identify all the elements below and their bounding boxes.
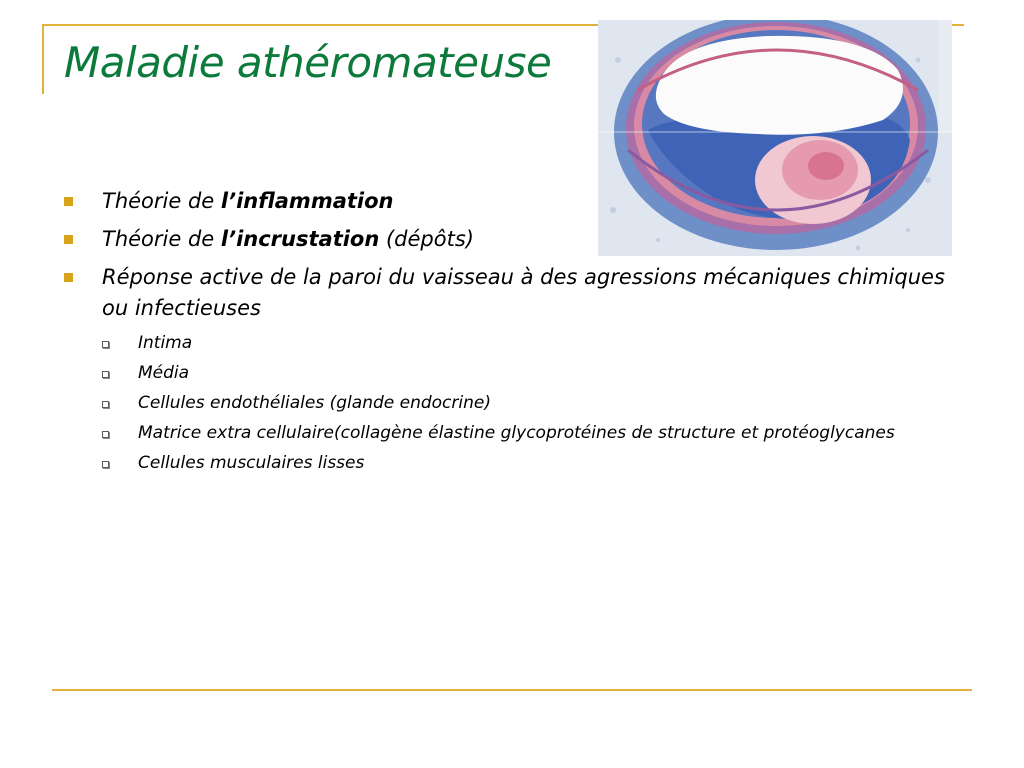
hollow-square-bullet-icon: [102, 341, 109, 348]
sub-bullet-item: [102, 331, 898, 356]
square-bullet-icon: [64, 197, 73, 206]
bullet-item: [64, 186, 962, 217]
bullet-text: Théorie de: [102, 189, 221, 213]
frame-top-right-rule: [950, 24, 964, 26]
sub-bullet-item: [102, 391, 898, 416]
footer-rule: [52, 689, 972, 691]
square-bullet-icon: [64, 273, 73, 282]
hollow-square-bullet-icon: [102, 401, 109, 408]
bullet-list: [64, 186, 964, 481]
hollow-square-bullet-icon: [102, 371, 109, 378]
bullet-item: [64, 262, 962, 324]
hollow-square-bullet-icon: [102, 461, 109, 468]
bullet-emphasis: l’inflammation: [220, 189, 394, 213]
slide-title: Maladie athéromateuse: [64, 38, 552, 87]
sub-bullet-item: [102, 421, 898, 446]
bullet-suffix: (dépôts): [379, 227, 474, 251]
sub-bullet-item: [102, 451, 898, 476]
sub-bullet-text: Intima: [138, 333, 193, 353]
square-bullet-icon: [64, 235, 73, 244]
sub-bullet-text: Matrice extra cellulaire(collagène élastine glycoprotéines de structure et protéoglycanes: [138, 423, 895, 443]
bullet-text: Théorie de: [102, 227, 221, 251]
sub-bullet-text: Média: [138, 363, 190, 383]
sub-bullet-item: [102, 361, 898, 386]
bullet-text: Réponse active de la paroi du vaisseau à des agressions mécaniques chimiques ou infectieuses: [102, 265, 945, 320]
sub-bullet-list: [102, 331, 964, 476]
sub-bullet-text: Cellules musculaires lisses: [138, 453, 365, 473]
sub-bullet-text: Cellules endothéliales (glande endocrine): [138, 393, 491, 413]
frame-left-rule: [42, 24, 44, 94]
hollow-square-bullet-icon: [102, 431, 109, 438]
frame-top-rule: [42, 24, 598, 26]
bullet-emphasis: l’incrustation: [220, 227, 380, 251]
bullet-item: [64, 224, 962, 255]
